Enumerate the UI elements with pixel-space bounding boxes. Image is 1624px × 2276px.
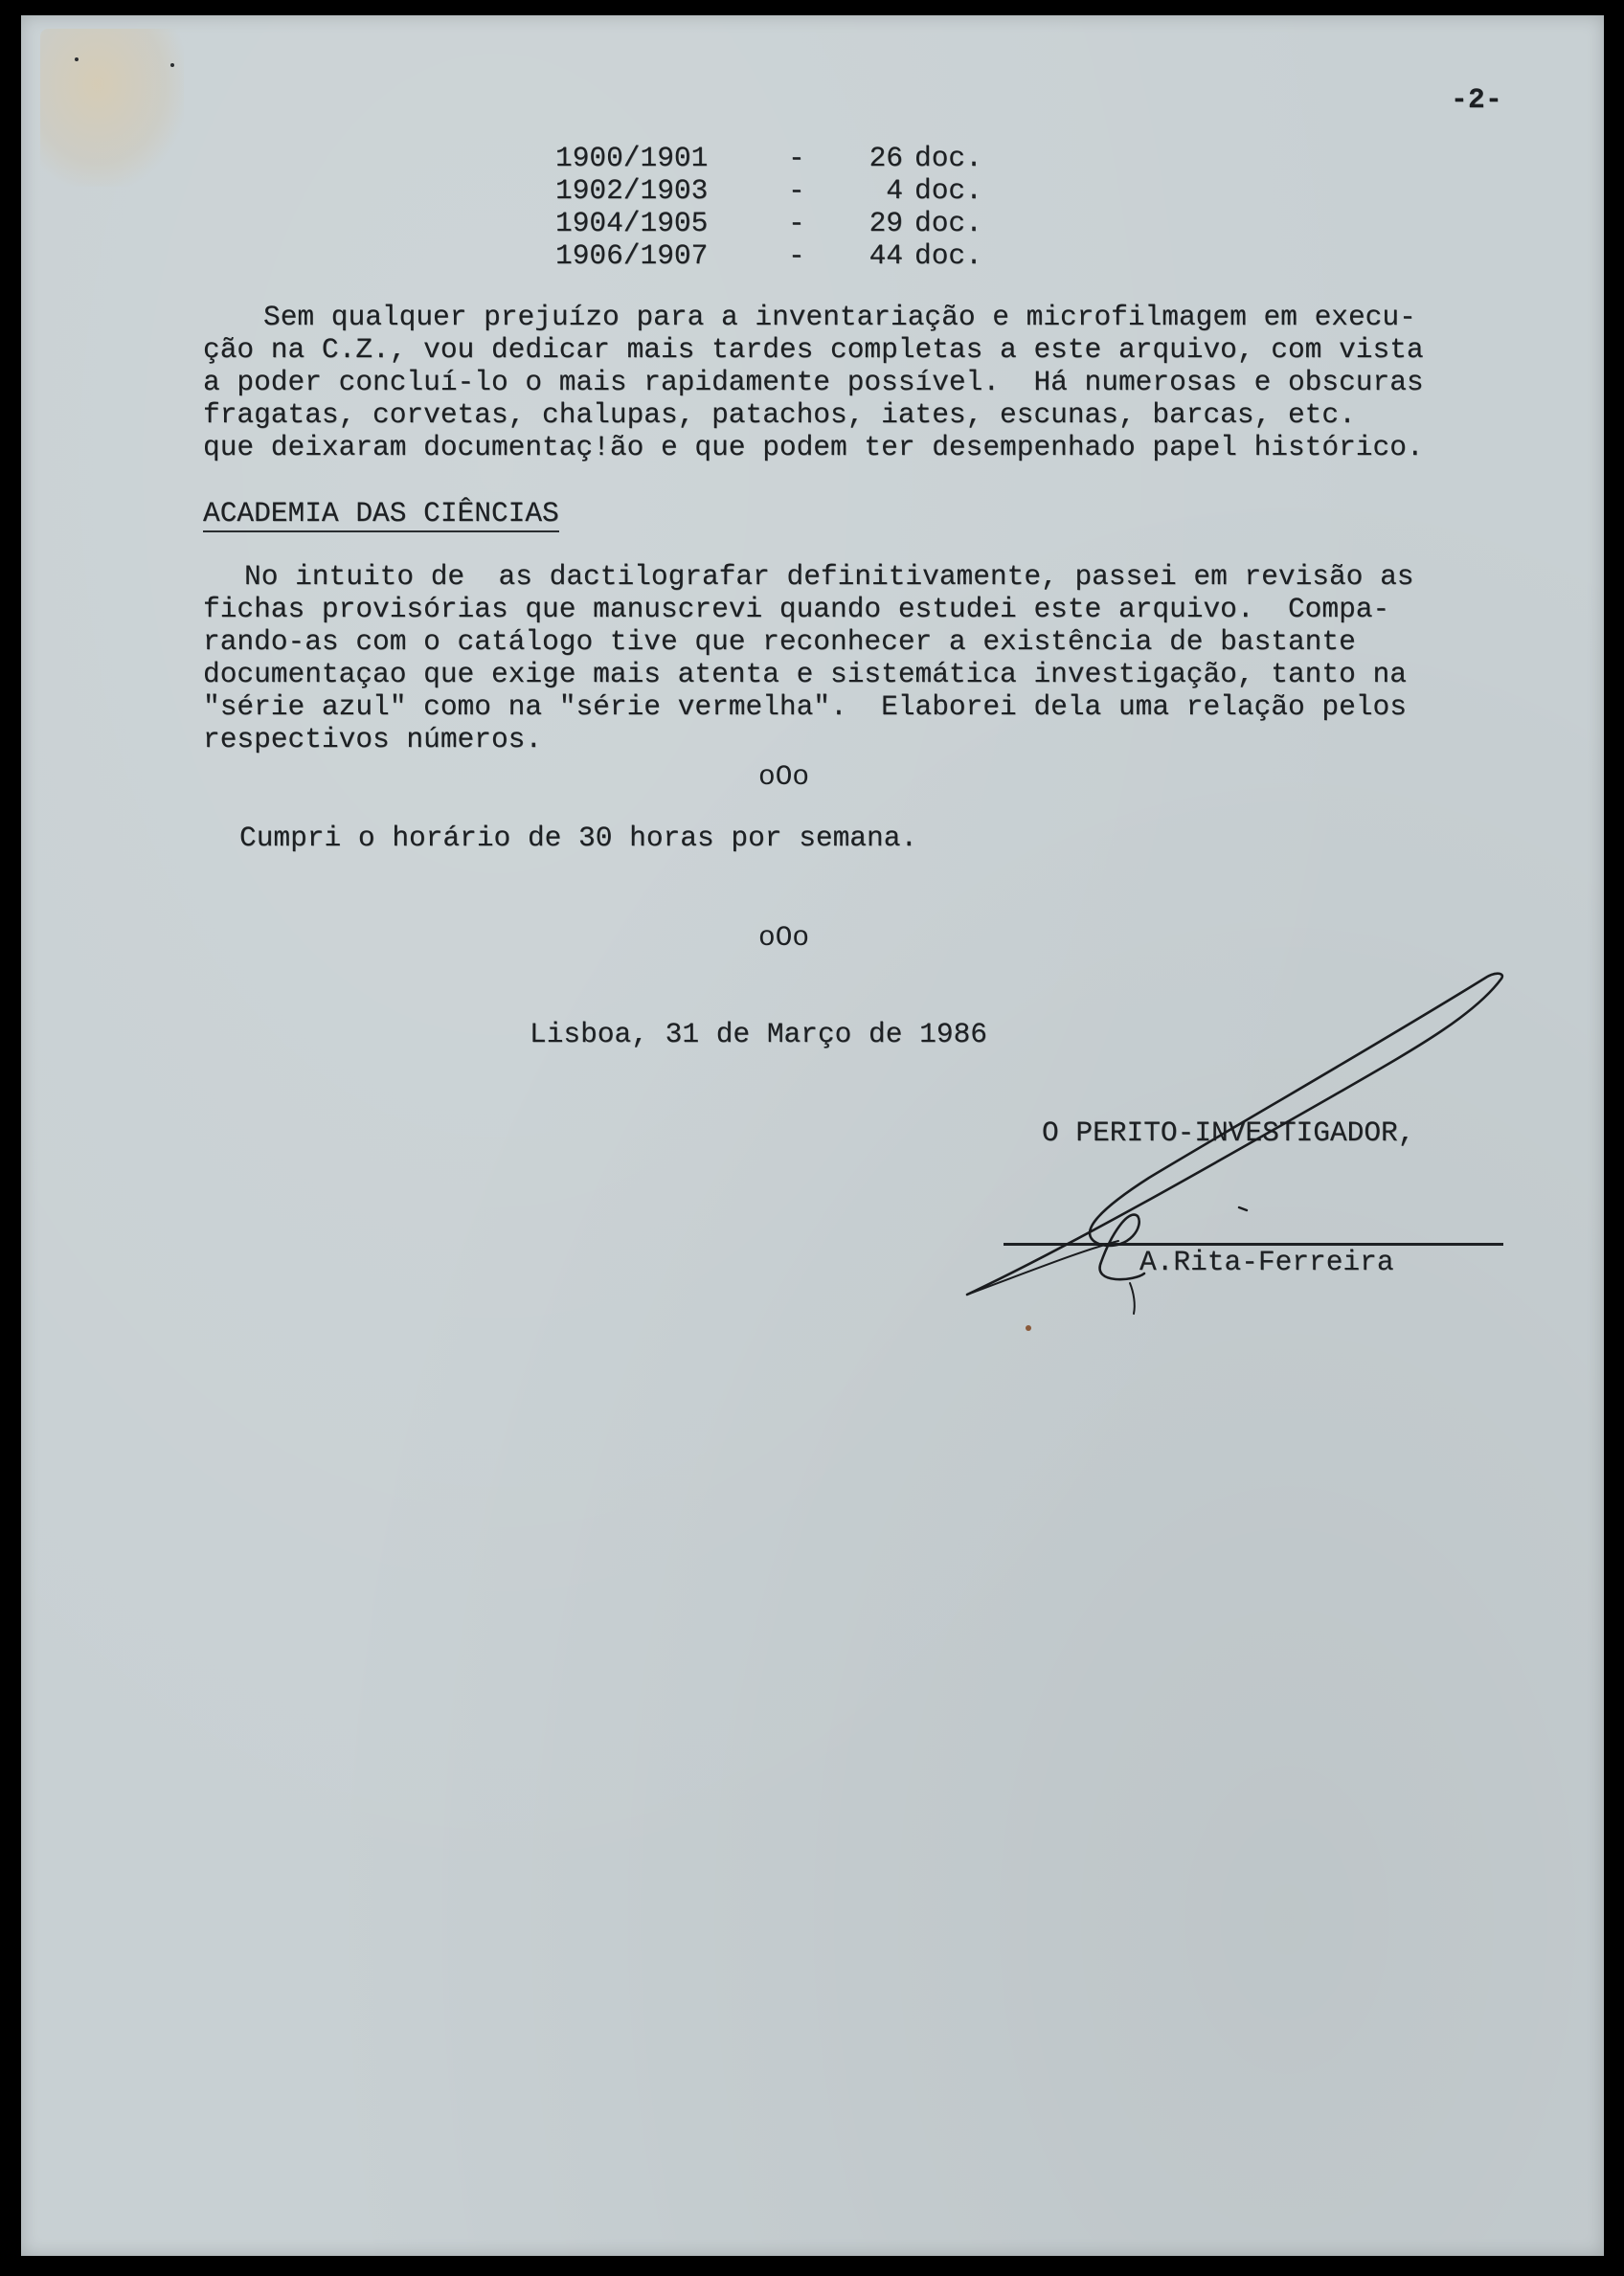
paragraph-1-line: que deixaram documentaç!ão e que podem ter desempenhado papel histórico.	[203, 431, 1424, 463]
ledger-count: 44	[868, 239, 903, 272]
ledger-years: 1900/1901	[555, 142, 709, 174]
ledger-count: 26	[868, 142, 903, 174]
paragraph-2-line: respectivos números.	[203, 723, 543, 755]
hours-statement: Cumpri o horário de 30 horas por semana.	[239, 822, 918, 854]
ledger-count: 29	[868, 207, 903, 239]
ledger-unit: doc.	[914, 207, 982, 239]
separator: oOo	[758, 921, 810, 954]
ledger-dash: -	[788, 239, 805, 272]
page-number: -2-	[1451, 83, 1503, 116]
paragraph-2-line: "série azul" como na "série vermelha". Elaborei dela uma relação pelos	[203, 690, 1407, 723]
paragraph-2-line: documentaçao que exige mais atenta e sistemática investigação, tanto na	[203, 658, 1407, 690]
ledger-count: 4	[886, 174, 903, 207]
section-heading: ACADEMIA DAS CIÊNCIAS	[203, 497, 559, 532]
ledger-row	[555, 239, 996, 272]
paragraph-2-line: No intuito de as dactilografar definitivamente, passei em revisão as	[244, 560, 1414, 593]
separator: oOo	[758, 760, 810, 793]
paragraph-1-line: ção na C.Z., vou dedicar mais tardes completas a este arquivo, com vista	[203, 333, 1424, 366]
ledger-unit: doc.	[914, 142, 982, 174]
paragraph-2-line: fichas provisórias que manuscrevi quando estudei este arquivo. Compa-	[203, 593, 1390, 625]
ledger-row	[555, 142, 996, 174]
ledger-dash: -	[788, 142, 805, 174]
ledger-years: 1906/1907	[555, 239, 709, 272]
paragraph-1-line: a poder concluí-lo o mais rapidamente possível. Há numerosas e obscuras	[203, 366, 1424, 398]
paragraph-1-line: Sem qualquer prejuízo para a inventariação e microfilmagem em execu-	[263, 301, 1416, 333]
ledger-years: 1904/1905	[555, 207, 709, 239]
ledger-unit: doc.	[914, 239, 982, 272]
paper-stain	[40, 29, 184, 187]
ledger-row	[555, 207, 996, 239]
ledger-years: 1902/1903	[555, 174, 709, 207]
paragraph-1-line: fragatas, corvetas, chalupas, patachos, iates, escunas, barcas, etc.	[203, 398, 1356, 431]
ledger-unit: doc.	[914, 174, 982, 207]
paragraph-2-line: rando-as com o catálogo tive que reconhecer a existência de bastante	[203, 625, 1356, 658]
signatory-name: A.Rita-Ferreira	[1139, 1246, 1394, 1278]
ledger-row	[555, 174, 996, 207]
place-date: Lisboa, 31 de Março de 1986	[530, 1018, 987, 1050]
ledger-dash: -	[788, 207, 805, 239]
signatory-title: O PERITO-INVESTIGADOR,	[1042, 1116, 1415, 1149]
ledger-dash: -	[788, 174, 805, 207]
